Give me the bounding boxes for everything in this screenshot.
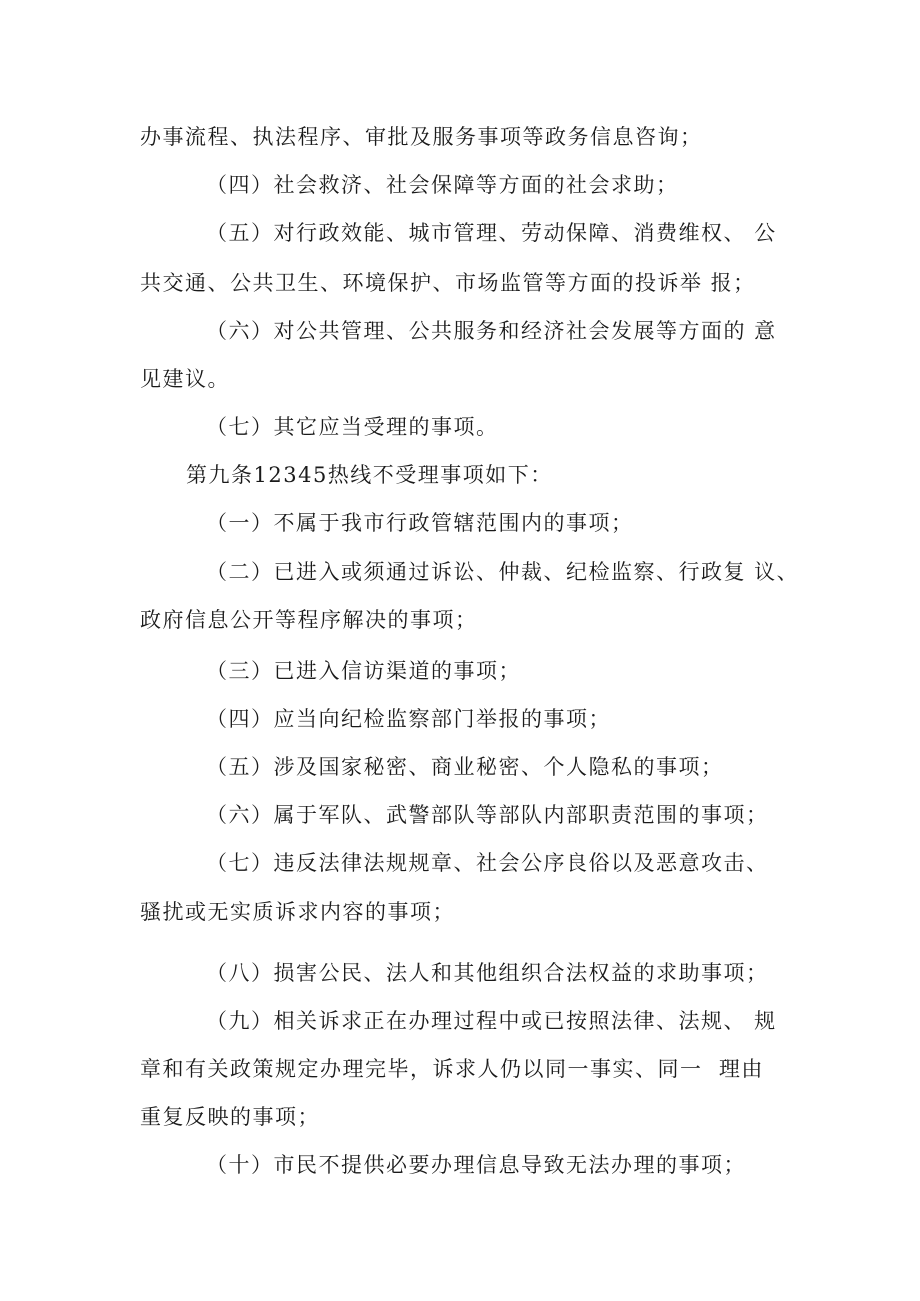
article-heading: 第九条12345热线不受理事项如下： [186,463,553,487]
text-line: （六）对公共管理、公共服务和经济社会发展等方面的 意 [206,319,777,343]
text-line: （七）其它应当受理的事项。 [206,415,499,439]
text-line: 办事流程、执法程序、审批及服务事项等政务信息咨询； [140,125,703,149]
text-line: （六）属于军队、武警部队等部队内部职责范围的事项； [206,803,769,827]
text-line: （九）相关诉求正在办理过程中或已按照法律、法规、 规 [206,1009,777,1033]
text-line: 重复反映的事项； [140,1105,320,1129]
text-line: （五）对行政效能、城市管理、劳动保障、消费维权、 公 [206,221,777,245]
text-line: （三）已进入信访渠道的事项； [206,659,521,683]
text-line: （四）应当向纪检监察部门举报的事项； [206,707,611,731]
text-line: （十）市民不提供必要办理信息导致无法办理的事项； [206,1153,746,1177]
text-line: 共交通、公共卫生、环境保护、市场监管等方面的投诉举 报； [140,271,756,295]
text-line: （四）社会救济、社会保障等方面的社会求助； [206,173,679,197]
text-line: 见建议。 [140,367,230,391]
text-line: （五）涉及国家秘密、商业秘密、个人隐私的事项； [206,755,724,779]
text-line: （七）违反法律法规规章、社会公序良俗以及恶意攻击、 [206,851,769,875]
text-line: 章和有关政策规定办理完毕，诉求人仍以同一事实、同一 理由 [140,1057,764,1081]
text-line: （八）损害公民、法人和其他组织合法权益的求助事项； [206,961,769,985]
text-line: （二）已进入或须通过诉讼、仲裁、纪检监察、行政复 议、 [206,560,800,584]
text-line: （一）不属于我市行政管辖范围内的事项； [206,511,634,535]
text-line: 骚扰或无实质诉求内容的事项； [140,900,455,924]
text-line: 政府信息公开等程序解决的事项； [140,608,478,632]
